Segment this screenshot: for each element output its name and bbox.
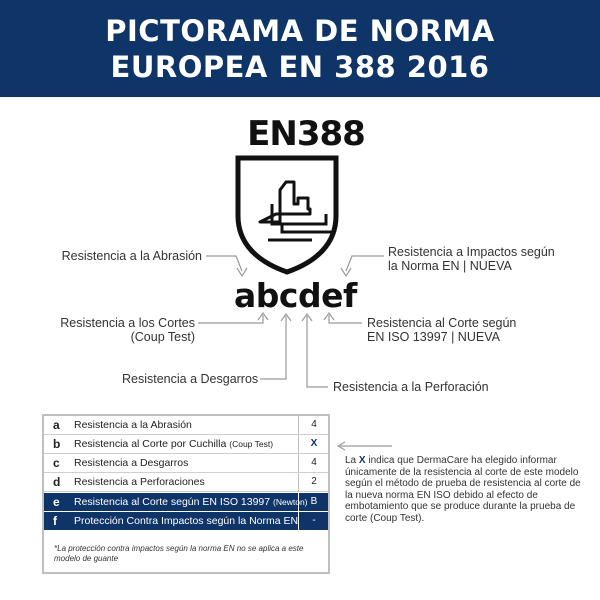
row-desc: Resistencia a Desgarros (74, 457, 189, 469)
label-tear: Resistencia a Desgarros (122, 372, 259, 386)
row-value: 4 (298, 454, 329, 472)
row-value: X (298, 435, 329, 453)
header-title-line1: PICTORAMA DE NORMA (105, 14, 495, 48)
row-key: d (53, 475, 61, 489)
ratings-table (42, 414, 330, 574)
label-impact-line1: Resistencia a Impactos según (388, 245, 555, 259)
row-desc: Resistencia a la Abrasión (74, 419, 192, 431)
row-key: a (53, 418, 60, 432)
table-row (44, 454, 328, 473)
standard-title: EN388 (247, 114, 365, 154)
row-value: 4 (298, 416, 329, 434)
label-impact-line2: la Norma EN | NUEVA (388, 259, 512, 273)
label-cut-line1: Resistencia a los Cortes (60, 316, 195, 330)
performance-letters: abcdef (234, 276, 357, 315)
label-puncture: Resistencia a la Perforación (333, 380, 489, 394)
table-row (44, 416, 328, 435)
row-desc: Protección Contra Impactos según la Norma EN (74, 515, 299, 527)
row-value: 2 (298, 473, 329, 491)
x-explanation: La X indica que DermaCare ha elegido informar únicamente de la resistencia al corte de este modelo según el método de prueba de resistencia al corte de la nueva norma EN ISO debido al efecto de embotamiento que se produce durante la prueba de corte (Coup Test). (345, 455, 581, 524)
row-desc: Resistencia a Perforaciones (74, 476, 205, 488)
label-cut-line2: (Coup Test) (130, 330, 195, 344)
row-key: e (53, 495, 60, 509)
row-desc: Resistencia al Corte según EN ISO 13997 (Newton) (74, 496, 308, 508)
label-iso-cut-line1: Resistencia al Corte según (367, 316, 517, 330)
row-key: c (53, 456, 60, 470)
header-title-line2: EUROPEA EN 388 2016 (110, 50, 490, 84)
table-row (44, 473, 328, 492)
table-row (44, 512, 328, 530)
row-value: B (298, 493, 329, 511)
label-abrasion: Resistencia a la Abrasión (61, 249, 202, 263)
label-iso-cut-line2: EN ISO 13997 | NUEVA (367, 330, 500, 344)
table-footnote: *La protección contra impactos según la norma EN no se aplica a este modelo de guante (54, 544, 304, 563)
row-key: b (53, 437, 61, 451)
table-row (44, 435, 328, 454)
row-value: - (298, 512, 329, 530)
table-row (44, 493, 328, 511)
row-key: f (53, 514, 57, 528)
row-desc: Resistencia al Corte por Cuchilla (Coup Test) (74, 438, 274, 450)
